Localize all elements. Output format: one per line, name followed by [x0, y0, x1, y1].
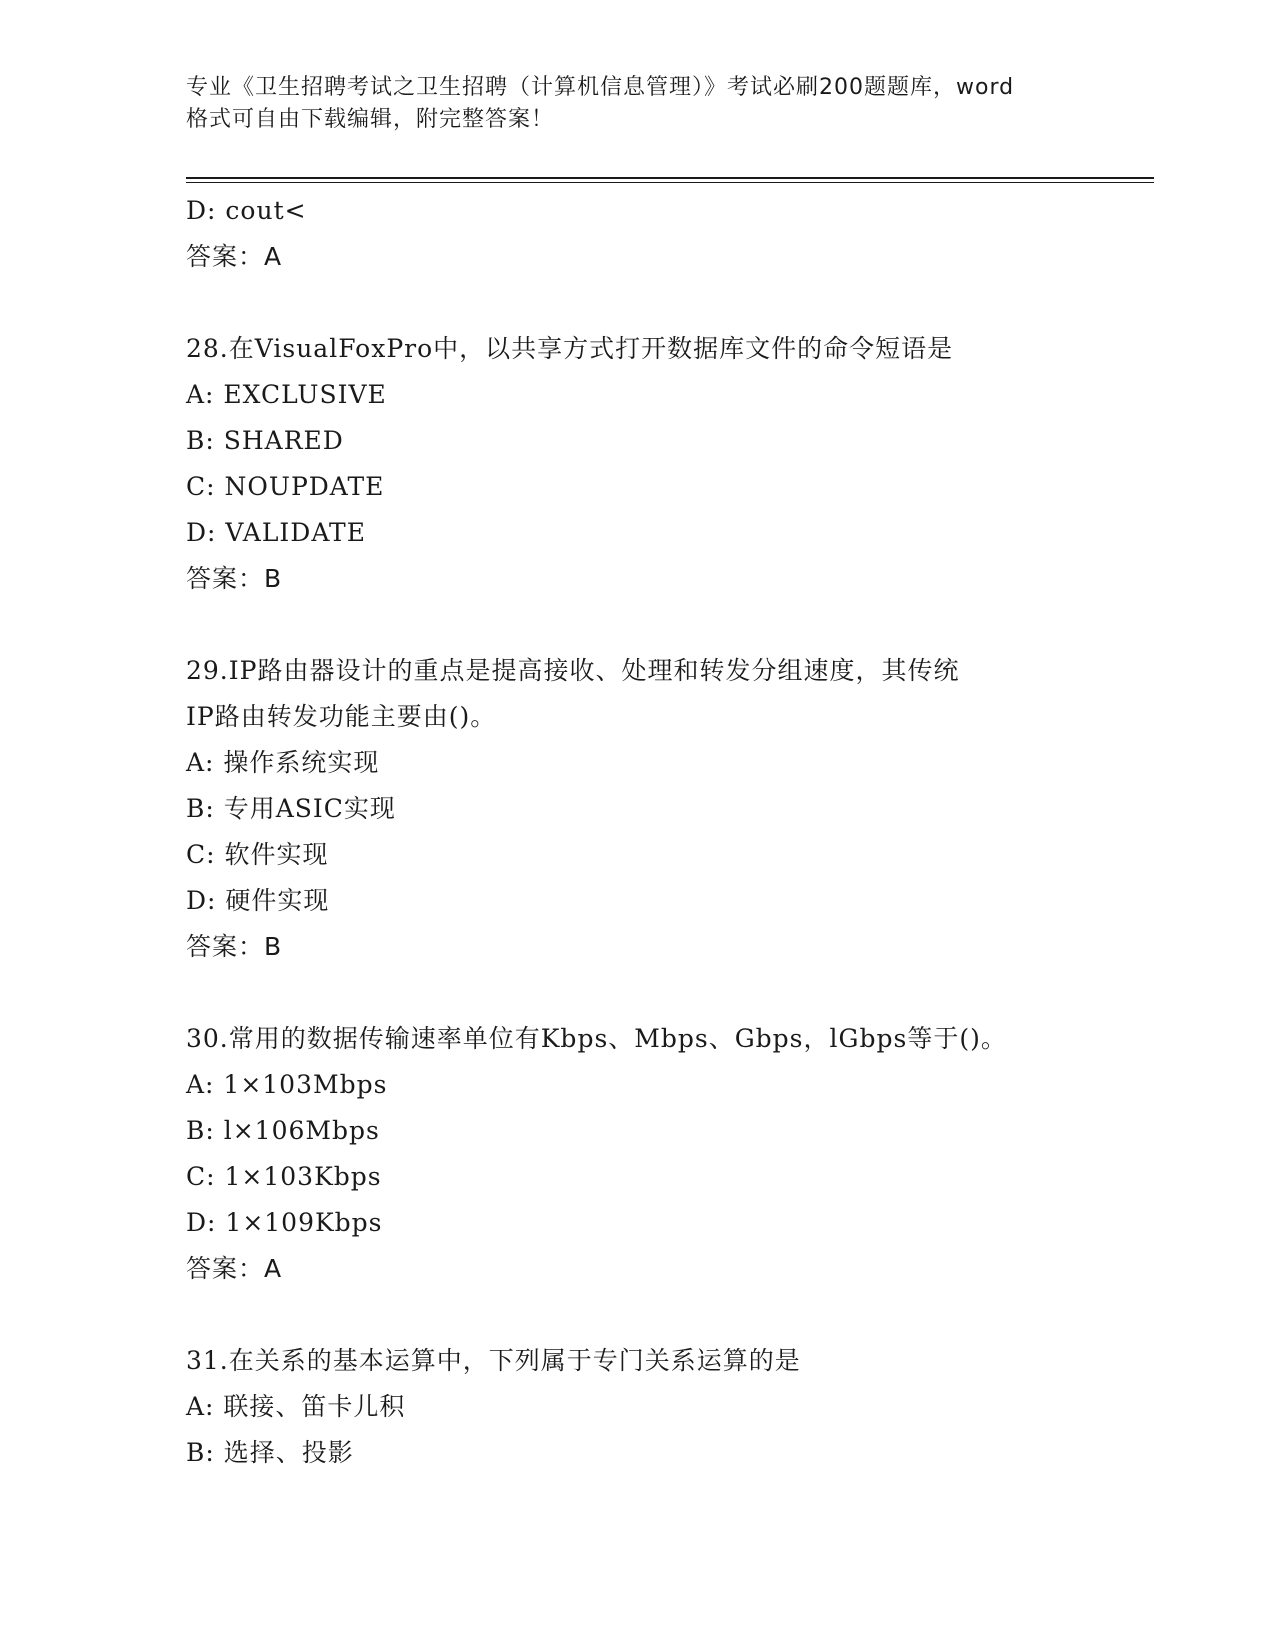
question-text-line-1: 29.IP路由器设计的重点是提高接收、处理和转发分组速度，其传统: [186, 656, 960, 685]
option-c: C: 软件实现: [186, 840, 329, 869]
answer-line: 答案：A: [186, 242, 283, 271]
question-block-29: [186, 648, 1154, 970]
question-list: [186, 188, 1154, 1476]
answer-line: 答案：A: [186, 1254, 283, 1283]
header-rule-thick: [186, 177, 1154, 179]
question-block-prev: [186, 188, 1154, 280]
question-block-28: [186, 326, 1154, 602]
option-b: B: l×106Mbps: [186, 1116, 380, 1145]
document-header: [186, 72, 1086, 136]
option-b: B: SHARED: [186, 426, 344, 455]
option-d: D: cout<: [186, 196, 307, 225]
option-b: B: 专用ASIC实现: [186, 794, 396, 823]
question-text: 28.在VisualFoxPro中，以共享方式打开数据库文件的命令短语是: [186, 334, 954, 363]
spacer: [186, 280, 1154, 326]
question-block-30: [186, 1016, 1154, 1292]
answer-line: 答案：B: [186, 932, 283, 961]
header-line-1: 专业《卫生招聘考试之卫生招聘（计算机信息管理）》考试必刷200题题库，word: [186, 75, 1015, 100]
option-c: C: NOUPDATE: [186, 472, 385, 501]
option-d: D: 1×109Kbps: [186, 1208, 383, 1237]
answer-line: 答案：B: [186, 564, 283, 593]
spacer: [186, 1292, 1154, 1338]
spacer: [186, 970, 1154, 1016]
question-text: 31.在关系的基本运算中，下列属于专门关系运算的是: [186, 1346, 801, 1375]
question-block-31: [186, 1338, 1154, 1476]
option-a: A: EXCLUSIVE: [186, 380, 387, 409]
option-a: A: 操作系统实现: [186, 748, 380, 777]
header-line-2: 格式可自由下载编辑，附完整答案！: [186, 107, 555, 132]
header-rule-thin: [186, 182, 1154, 183]
question-text: 30.常用的数据传输速率单位有Kbps、Mbps、Gbps，lGbps等于()。: [186, 1024, 1007, 1053]
question-text-line-2: IP路由转发功能主要由()。: [186, 702, 497, 731]
option-c: C: 1×103Kbps: [186, 1162, 382, 1191]
option-b: B: 选择、投影: [186, 1438, 354, 1467]
spacer: [186, 602, 1154, 648]
option-d: D: 硬件实现: [186, 886, 330, 915]
option-d: D: VALIDATE: [186, 518, 366, 547]
option-a: A: 1×103Mbps: [186, 1070, 388, 1099]
option-a: A: 联接、笛卡儿积: [186, 1392, 406, 1421]
